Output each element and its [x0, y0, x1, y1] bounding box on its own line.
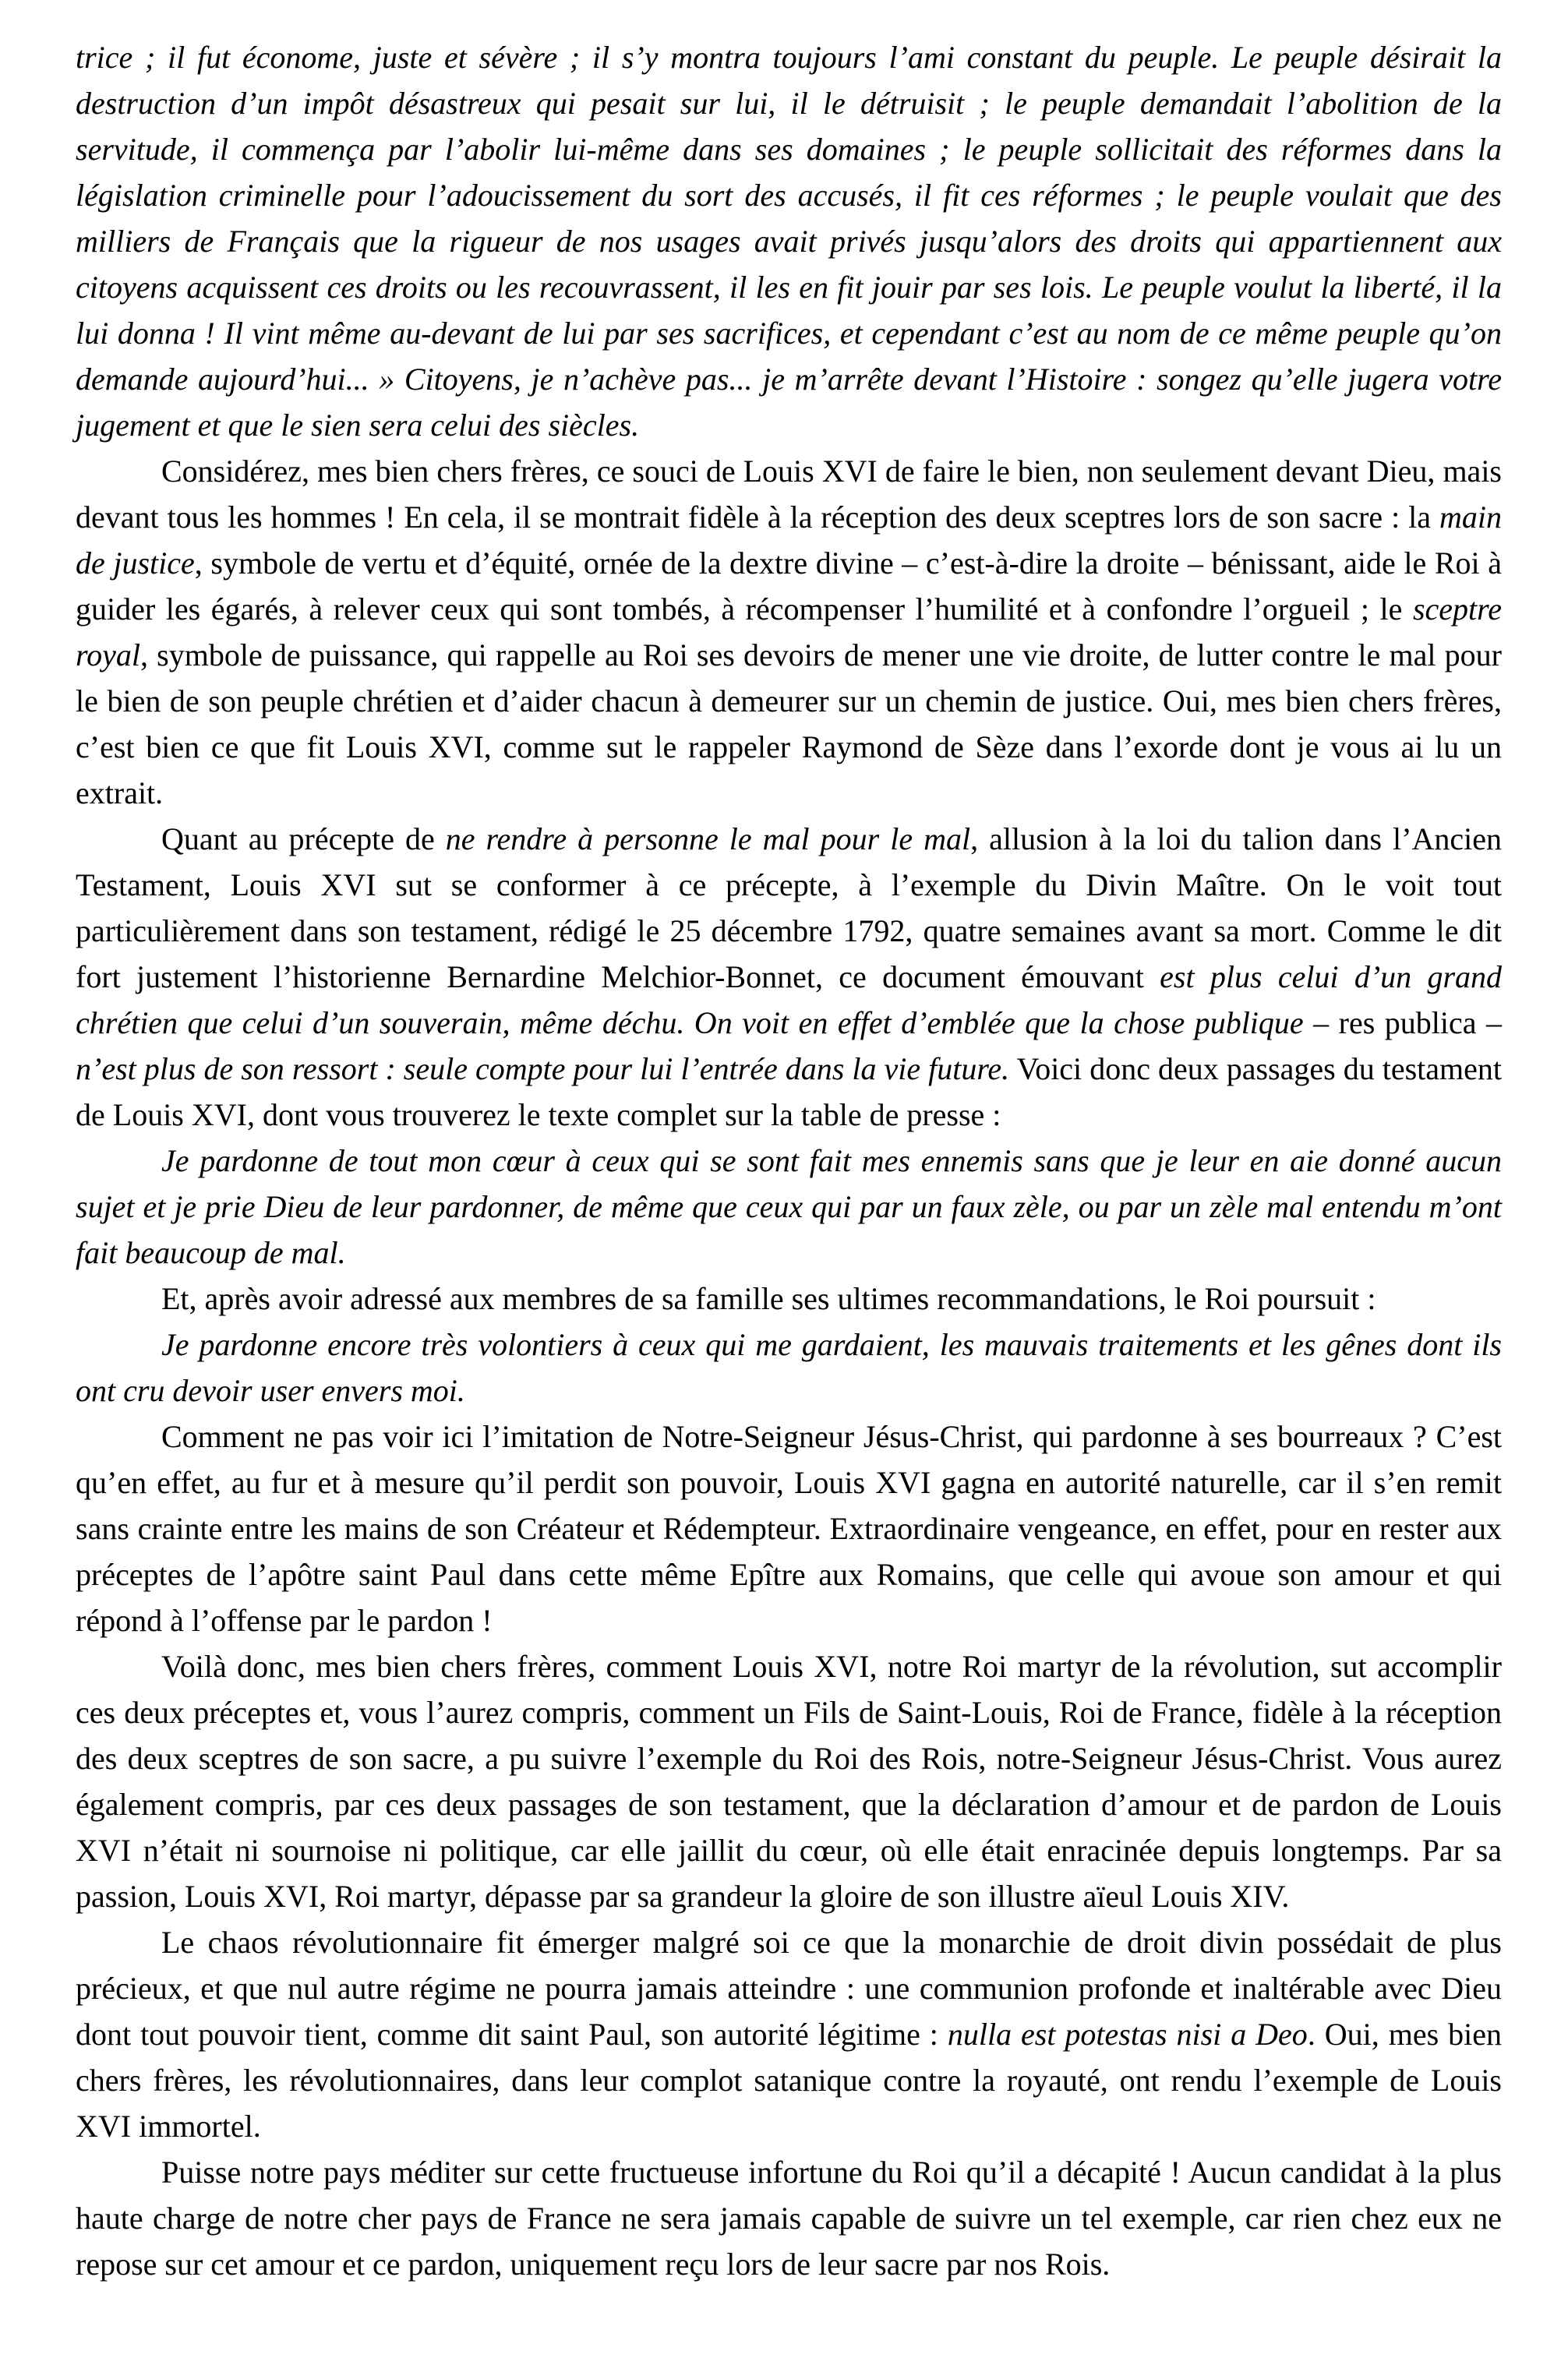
text-run-italic: nulla est potestas nisi a Deo [947, 2017, 1308, 2052]
text-run: , symbole de vertu et d’équité, ornée de la dextre divine – c’est-à-dire la droite – bénissant, aide le Roi à guider les égarés, à relever ceux qui sont tombés, à récompenser l’humilité et à confondre l’orgueil ; le [76, 545, 1502, 627]
text-run: , allusion à la loi du talion dans l’Ancien Testament, Louis XVI sut se conformer à ce précepte, à l’exemple du Divin Maître. On le voit tout particulièrement dans son testament, rédigé le 25 décembre 1792, quatre semaines avant sa mort. Comme le dit fort justement l’historienne Bernardine Melchior-Bonnet, ce document émouvant [76, 821, 1502, 994]
paragraph-considerez [76, 448, 1502, 816]
paragraph-transition [76, 1276, 1502, 1322]
text-run-italic: Je pardonne encore très volontiers à ceux qui me gardaient, les mauvais traitements et les gênes dont ils ont cru devoir user envers moi. [76, 1327, 1502, 1408]
text-run: . Oui, mes bien chers frères, les révolutionnaires, dans leur complot satanique contre la royauté, ont rendu l’exemple de Louis XVI immortel. [76, 2017, 1502, 2144]
text-run-italic: est plus celui d’un grand chrétien que celui d’un souverain, même déchu. On voit en effet d’emblée que la chose publique [76, 959, 1503, 1040]
paragraph-chaos [76, 1919, 1502, 2149]
text-run: Voilà donc, mes bien chers frères, comment Louis XVI, notre Roi martyr de la révolution, sut accomplir ces deux préceptes et, vous l’aurez compris, comment un Fils de Saint-Louis, Roi de France, fidèle à la réception des deux sceptres de son sacre, a pu suivre l’exemple du Roi des Rois, notre-Seigneur Jésus-Christ. Vous aurez également compris, par ces deux passages de son testament, que la déclaration d’amour et de pardon de Louis XVI n’était ni sournoise ni politique, car elle jaillit du cœur, où elle était enracinée depuis longtemps. Par sa passion, Louis XVI, Roi martyr, dépasse par sa grandeur la gloire de son illustre aïeul Louis XIV. [76, 1649, 1502, 1914]
text-run-italic: ne rendre à personne le mal pour le mal [445, 821, 971, 856]
text-run: Puisse notre pays méditer sur cette fructueuse infortune du Roi qu’il a décapité ! Aucun candidat à la plus haute charge de notre cher pays de France ne sera jamais capable de suivre un tel exemple, car rien chez eux ne repose sur cet amour et ce pardon, uniquement reçu lors de leur sacre par nos Rois. [76, 2155, 1502, 2282]
text-run: Le chaos révolutionnaire fit émerger malgré soi ce que la monarchie de droit divin possédait de plus précieux, et que nul autre régime ne pourra jamais atteindre : une communion profonde et inaltérable avec Dieu dont tout pouvoir tient, comme dit saint Paul, son autorité légitime : [76, 1925, 1502, 2052]
text-run-italic: trice ; il fut économe, juste et sévère ; il s’y montra toujours l’ami constant du peuple. Le peuple désirait la destruction d’un impôt désastreux qui pesait sur lui, il le détruisit ; le peuple demandait l’abolition de la servitude, il commença par l’abolir lui-même dans ses domaines ; le peuple sollicitait des réformes dans la législation criminelle pour l’adoucissement du sort des accusés, il fit ces réformes ; le peuple voulait que des milliers de Français que la rigueur de nos usages avait privés jusqu’alors des droits qui appartiennent aux citoyens acquissent ces droits ou les recouvrassent, il les en fit jouir par ses lois. Le peuple voulut la liberté, il la lui donna ! Il vint même au-devant de lui par ses sacrifices, et cependant c’est au nom de ce même peuple qu’on demande aujourd’hui... » Citoyens, je n’achève pas... je m’arrête devant l’Histoire : songez qu’elle jugera votre jugement et que le sien sera celui des siècles. [76, 40, 1502, 443]
paragraph-conclusion [76, 2149, 1502, 2287]
text-run: , symbole de puissance, qui rappelle au Roi ses devoirs de mener une vie droite, de lutter contre le mal pour le bien de son peuple chrétien et d’aider chacun à demeurer sur un chemin de justice. Oui, mes bien chers frères, c’est bien ce que fit Louis XVI, comme sut le rappeler Raymond de Sèze dans l’exorde dont je vous ai lu un extrait. [76, 637, 1502, 810]
paragraph-precepte [76, 816, 1502, 1138]
text-run: – res publica – [1303, 1005, 1502, 1040]
text-run-italic: main de justice [76, 499, 1502, 581]
text-run-italic: n’est plus de son ressort : seule compte pour lui l’entrée dans la vie future. [76, 1051, 1010, 1086]
paragraph-quote-testament-2 [76, 1322, 1502, 1414]
text-run-italic: Je pardonne de tout mon cœur à ceux qui se sont fait mes ennemis sans que je leur en aie donné aucun sujet et je prie Dieu de leur pardonner, de même que ceux qui par un faux zèle, ou par un zèle mal entendu m’ont fait beaucoup de mal. [76, 1143, 1502, 1270]
text-run-italic: sceptre royal [76, 591, 1502, 672]
paragraph-voila-donc [76, 1643, 1502, 1919]
text-run: Voici donc deux passages du testament de Louis XVI, dont vous trouverez le texte complet sur la table de presse : [76, 1051, 1502, 1132]
text-run: Et, après avoir adressé aux membres de sa famille ses ultimes recommandations, le Roi poursuit : [161, 1281, 1376, 1316]
text-run: Considérez, mes bien chers frères, ce souci de Louis XVI de faire le bien, non seulement devant Dieu, mais devant tous les hommes ! En cela, il se montrait fidèle à la réception des deux sceptres lors de son sacre : la [76, 454, 1502, 535]
text-run: Comment ne pas voir ici l’imitation de Notre-Seigneur Jésus-Christ, qui pardonne à ses bourreaux ? C’est qu’en effet, au fur et à mesure qu’il perdit son pouvoir, Louis XVI gagna en autorité naturelle, car il s’en remit sans crainte entre les mains de son Créateur et Rédempteur. Extraordinaire vengeance, en effet, pour en rester aux préceptes de l’apôtre saint Paul dans cette même Epître aux Romains, que celle qui avoue son amour et qui répond à l’offense par le pardon ! [76, 1419, 1502, 1638]
paragraph-quote-testament-1 [76, 1138, 1502, 1276]
paragraph-imitation [76, 1414, 1502, 1643]
text-run: Quant au précepte de [161, 821, 446, 856]
paragraph-quote-exorde-continuation [76, 34, 1502, 448]
